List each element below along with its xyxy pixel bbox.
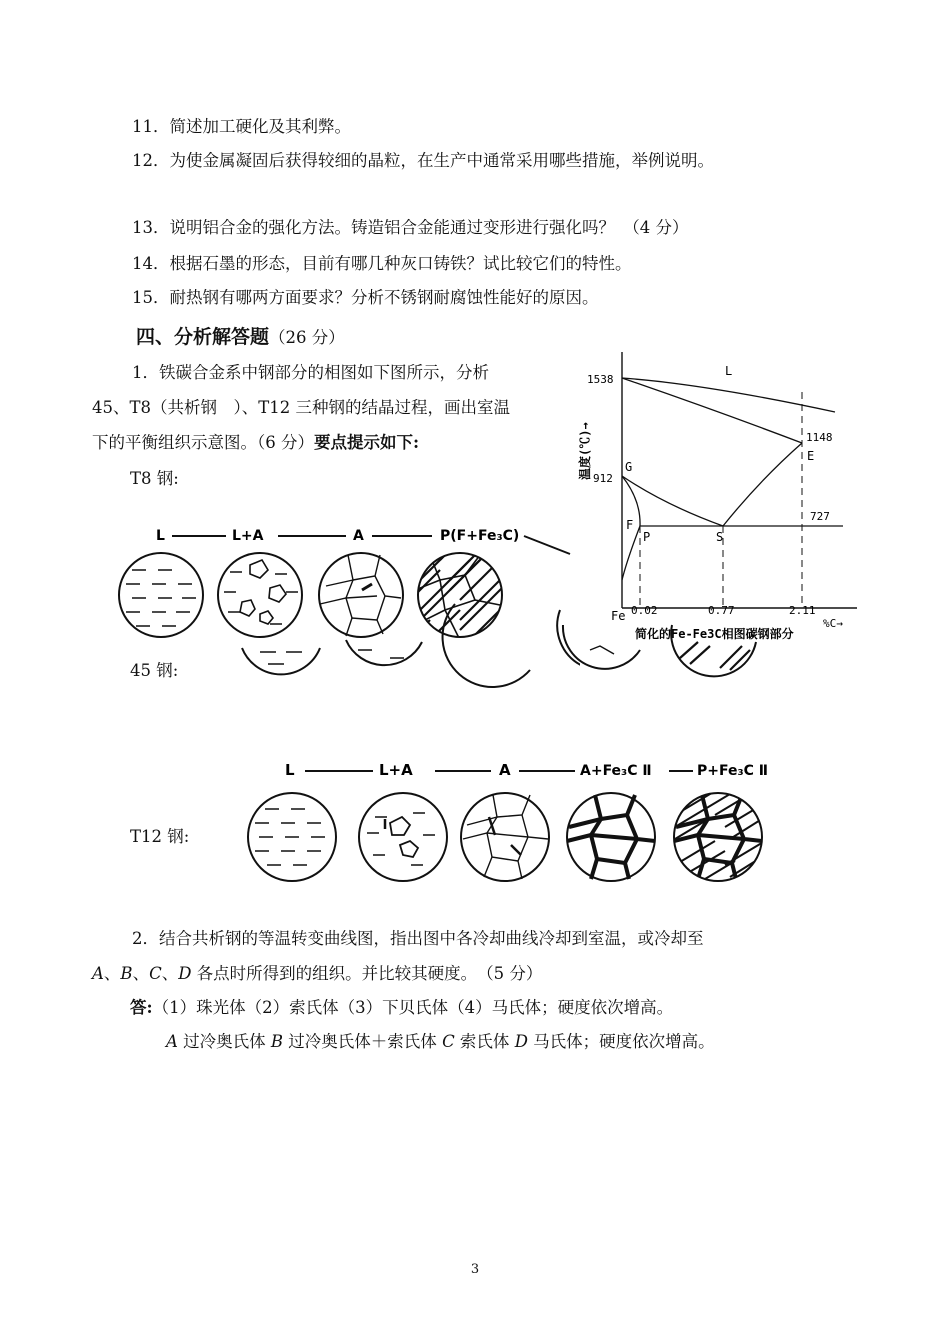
- question-11: 11．简述加工硬化及其利弊。: [132, 117, 351, 136]
- problem1-line1: 1．铁碳合金系中钢部分的相图如下图所示，分析: [132, 363, 489, 382]
- point-Fe: Fe: [611, 609, 626, 623]
- temp-727: 727: [810, 510, 830, 523]
- point-P: P: [643, 530, 651, 544]
- temp-1538: 1538: [587, 373, 614, 386]
- point-G: G: [625, 460, 633, 474]
- section-heading: 四、分析解答题（26 分）: [136, 326, 345, 348]
- question-13: 13．说明铝合金的强化方法。铸造铝合金能通过变形进行强化吗？ （4 分）: [132, 218, 689, 237]
- xtick-211: 2.11: [789, 604, 816, 617]
- t12-label-1: L: [285, 761, 295, 779]
- problem2-line1: 2．结合共析钢的等温转变曲线图，指出图中各冷却曲线冷却到室温，或冷却至: [132, 929, 704, 948]
- question-12: 12．为使金属凝固后获得较细的晶粒，在生产中通常采用哪些措施，举例说明。: [132, 151, 714, 170]
- answer-line2: A 过冷奥氏体 B 过冷奥氏体＋索氏体 C 索氏体 D 马氏体；硬度依次增高。: [166, 1032, 715, 1051]
- page-number: 3: [470, 1262, 480, 1277]
- xtick-002: 0.02: [631, 604, 658, 617]
- problem1-line2: 45、T8（共析钢 ）、T12 三种钢的结晶过程，画出室温: [92, 398, 510, 417]
- t8-label: T8 钢:: [130, 469, 179, 488]
- problem1-line3: 下的平衡组织示意图。（6 分）要点提示如下:: [92, 433, 420, 452]
- problem2-line2: A、B、C、D 各点时所得到的组织。并比较其硬度。 （5 分）: [92, 964, 543, 983]
- xlabel: %C→: [823, 617, 843, 630]
- point-E: E: [807, 449, 815, 463]
- temp-1148: 1148: [806, 431, 833, 444]
- steel45-sequence: [560, 590, 790, 680]
- t8-label-1: L: [156, 528, 165, 544]
- point-S: S: [716, 530, 724, 544]
- answer-line1: 答:（1）珠光体（2）索氏体（3）下贝氏体（4）马氏体；硬度依次增高。: [130, 998, 674, 1017]
- diagram-caption: 简化的Fe-Fe3C相图碳钢部分: [635, 627, 794, 640]
- t12-label-5: P+Fe₃C Ⅱ: [697, 763, 768, 779]
- point-F: F: [626, 518, 634, 532]
- steel45-label: 45 钢:: [130, 661, 179, 680]
- xtick-077: 0.77: [708, 604, 735, 617]
- t8-label-3: A: [353, 528, 364, 544]
- t12-sequence: [235, 755, 795, 895]
- ylabel: 温度(℃)→: [578, 422, 592, 480]
- t8-label-2: L+A: [232, 528, 264, 544]
- temp-912: 912: [593, 472, 613, 485]
- t12-label-2: L+A: [379, 761, 413, 779]
- question-14: 14．根据石墨的形态，目前有哪几种灰口铸铁？试比较它们的特性。: [132, 254, 632, 273]
- t8-sequence: [110, 520, 580, 700]
- t12-label-4: A+Fe₃C Ⅱ: [580, 763, 652, 779]
- t12-label-3: A: [499, 761, 511, 779]
- point-L: L: [725, 364, 733, 378]
- t8-label-4: P(F+Fe₃C): [440, 528, 520, 544]
- question-15: 15．耐热钢有哪两方面要求？分析不锈钢耐腐蚀性能好的原因。: [132, 288, 599, 307]
- t12-label: T12 钢:: [130, 827, 190, 846]
